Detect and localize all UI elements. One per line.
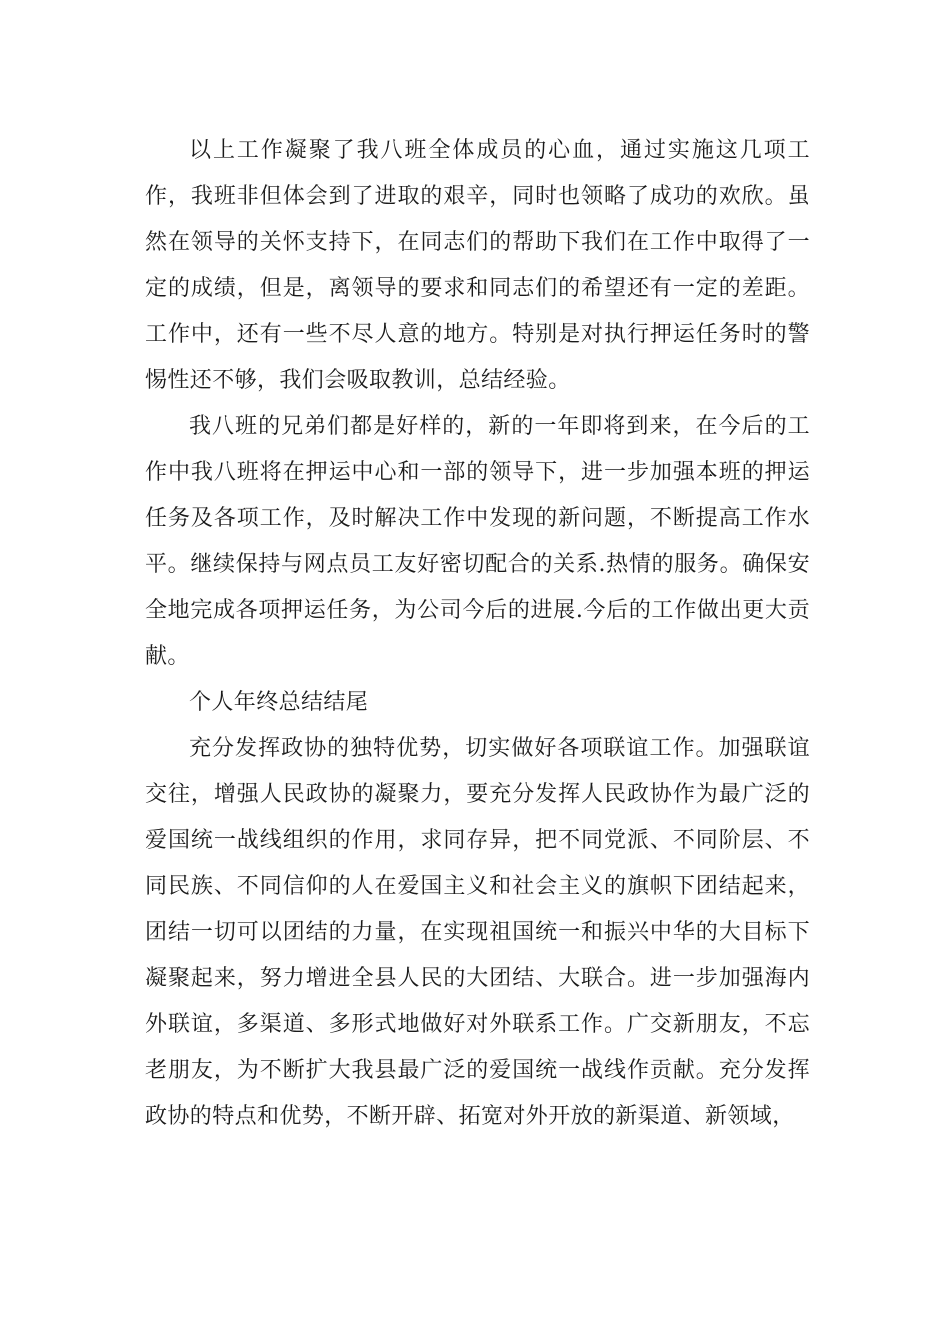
document-body	[145, 128, 810, 1140]
paragraph-cppcc: 充分发挥政协的独特优势，切实做好各项联谊工作。加强联谊交往，增强人民政协的凝聚力，要充分发挥人民政协作为最广泛的爱国统一战线组织的作用，求同存异，把不同党派、不同阶层、不同民族、不同信仰的人在爱国主义和社会主义的旗帜下团结起来，团结一切可以团结的力量，在实现祖国统一和振兴中华的大目标下凝聚起来，努力增进全县人民的大团结、大联合。进一步加强海内外联谊，多渠道、多形式地做好对外联系工作。广交新朋友，不忘老朋友，为不断扩大我县最广泛的爱国统一战线作贡献。充分发挥政协的特点和优势，不断开辟、拓宽对外开放的新渠道、新领域，	[145, 736, 810, 1129]
section-heading: 个人年终总结结尾	[189, 690, 369, 715]
paragraph-outlook: 我八班的兄弟们都是好样的，新的一年即将到来，在今后的工作中我八班将在押运中心和一部的领导下，进一步加强本班的押运任务及各项工作，及时解决工作中发现的新问题，不断提高工作水平。继续保持与网点员工友好密切配合的关系.热情的服务。确保安全地完成各项押运任务，为公司今后的进展.今后的工作做出更大贡献。	[145, 414, 810, 669]
paragraph-summary: 以上工作凝聚了我八班全体成员的心血，通过实施这几项工作，我班非但体会到了进取的艰辛，同时也领略了成功的欢欣。虽然在领导的关怀支持下，在同志们的帮助下我们在工作中取得了一定的成绩，但是，离领导的要求和同志们的希望还有一定的差距。工作中，还有一些不尽人意的地方。特别是对执行押运任务时的警惕性还不够，我们会吸取教训，总结经验。	[145, 138, 810, 393]
